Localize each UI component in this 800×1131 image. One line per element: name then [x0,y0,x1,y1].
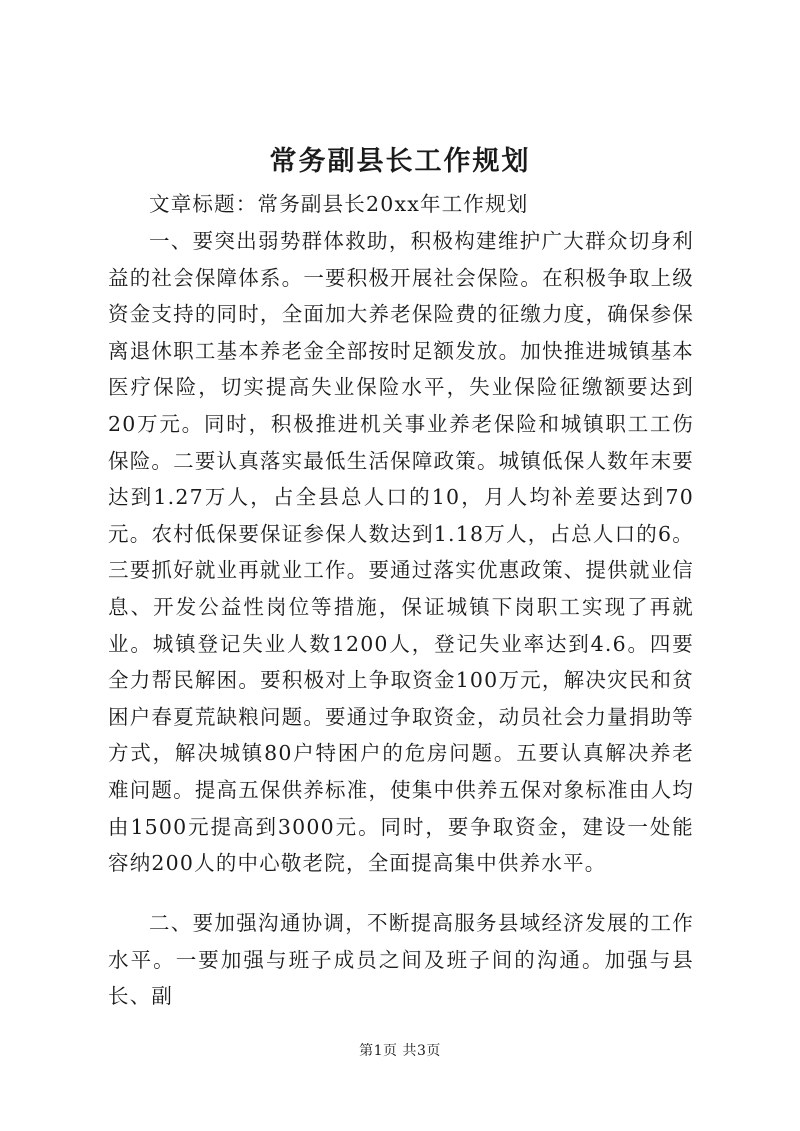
page-footer: 第1页 共3页 [359,1043,441,1059]
article-title-line: 文章标题：常务副县长20xx年工作规划 [149,192,529,216]
paragraph-social-security: 一、要突出弱势群体救助，积极构建维护广大群众切身利益的社会保障体系。一要积极开展社会保险。在积极争取上级资金支持的同时，全面加大养老保险费的征缴力度，确保参保离退休职工基本养老金全部按时足额发放。加快推进城镇基本医疗保险，切实提高失业保险水平，失业保险征缴额要达到20万元。同时，积极推进机关事业养老保险和城镇职工工伤保险。二要认真落实最低生活保障政策。城镇低保人数年末要达到1.27万人，占全县总人口的10，月人均补差要达到70元。农村低保要保证参保人数达到1.18万人，占总人口的6。三要抓好就业再就业工作。要通过落实优惠政策、提供就业信息、开发公益性岗位等措施，保证城镇下岗职工实现了再就业。城镇登记失业人数1200人，登记失业率达到4.6。四要全力帮民解困。要积极对上争取资金100万元，解决灾民和贫困户春夏荒缺粮问题。要通过争取资金，动员社会力量捐助等方式，解决城镇80户特困户的危房问题。五要认真解决养老难问题。提高五保供养标准，使集中供养五保对象标准由人均由1500元提高到3000元。同时，要争取资金，建设一处能容纳200人的中心敬老院，全面提高集中供养水平。 [108,229,694,876]
paragraph-coordination: 二、要加强沟通协调，不断提高服务县域经济发展的工作水平。一要加强与班子成员之间及班子间的沟通。加强与县长、副 [108,911,694,1009]
document-title: 常务副县长工作规划 [269,146,531,177]
